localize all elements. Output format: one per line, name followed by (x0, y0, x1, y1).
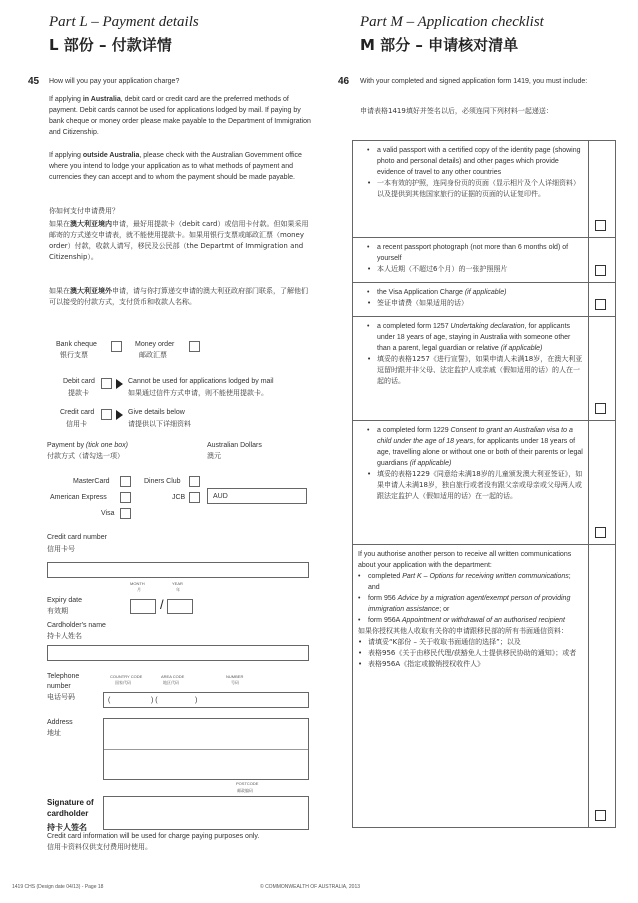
number-head-label: NUMBER (226, 674, 244, 679)
authorise-item-form956: • form 956 Advice by a migration agent/exempt person of providing immigration assistance; or (358, 593, 584, 615)
in-australia-paragraph: If applying in Australia, debit card or credit card are the preferred methods of payment. Debit cards cannot be used for applications lodged by mail. If paying by bank cheque or money order please make payable to the Department of Immigration and Citizenship. (49, 96, 311, 136)
photo-checkbox[interactable] (595, 265, 606, 276)
authorise-intro-cn: 如果你授权其他人收取有关你的申请跟移民部的所有书面通信资料： (358, 627, 568, 635)
arrow-right-icon (116, 410, 123, 420)
jcb-label: JCB (172, 494, 186, 501)
outside-australia-paragraph: If applying outside Australia, please check with the Australian Government office where you intend to lodge your application as to what methods of payment and currencies they can accept and to whom the payment should be made payable. (49, 152, 302, 181)
money-order-label: Money order (135, 341, 175, 348)
signature-field[interactable] (103, 796, 309, 830)
bank-cheque-label: Bank cheque (56, 341, 97, 348)
jcb-checkbox[interactable] (189, 492, 200, 503)
money-order-checkbox[interactable] (189, 341, 200, 352)
checklist-row-photo (353, 238, 615, 283)
debit-card-label-cn: 提款卡 (68, 389, 89, 397)
credit-card-number-field[interactable] (47, 562, 309, 578)
credit-card-number-label: Credit card number (47, 534, 107, 541)
expiry-month-field[interactable] (130, 599, 156, 614)
checklist-row-charge (353, 283, 615, 317)
signature-label-cn: 持卡人签名 (47, 823, 87, 832)
paren-middle: ) ( (151, 697, 158, 704)
credit-card-label-cn: 信用卡 (66, 420, 87, 428)
telephone-label-2: number (47, 683, 71, 690)
area-code-label-cn: 地区代码 (163, 680, 179, 685)
payment-by-label: Payment by (tick one box) (47, 442, 128, 449)
telephone-field[interactable] (103, 692, 309, 708)
bank-cheque-checkbox[interactable] (111, 341, 122, 352)
checklist-row-authorise (353, 545, 615, 827)
aud-label: Australian Dollars (207, 442, 262, 449)
footer-copyright: © COMMONWEALTH OF AUSTRALIA, 2013 (260, 884, 360, 890)
money-order-label-cn: 邮政汇票 (139, 351, 167, 359)
mastercard-label: MasterCard (73, 478, 110, 485)
address-label: Address (47, 719, 73, 726)
cardholder-name-label-cn: 持卡人姓名 (47, 632, 82, 640)
year-label: YEAR (172, 581, 183, 586)
authorise-item-form956a: • form 956A Appointment or withdrawal of an authorised recipient (358, 615, 584, 626)
visa-label: Visa (101, 510, 115, 517)
debit-card-label: Debit card (63, 378, 95, 385)
authorise-item-form956a-cn: • 表格956A《指定或撤销授权收件人》 (358, 659, 584, 670)
authorise-item-part-k-cn: • 请填妥“K部份 – 关于收取书面通信的选择”；以及 (358, 637, 584, 648)
postcode-spacer (232, 794, 309, 795)
passport-item-cn: • 一本有效的护照，连同身份页的页面（显示相片及个人详细资料）以及提供到其他国家旅行的证据的页面的认证复印件。 (367, 178, 584, 200)
month-label: MONTH (130, 581, 145, 586)
question-45: How will you pay your application charge? (49, 78, 180, 85)
telephone-label-cn: 电话号码 (47, 693, 75, 701)
credit-card-checkbox[interactable] (101, 409, 112, 420)
cc-info-note: Credit card information will be used for charge paying purposes only. (47, 833, 260, 840)
bank-cheque-label-cn: 银行支票 (60, 351, 88, 359)
address-divider (104, 749, 308, 750)
form1229-item: • a completed form 1229 Consent to grant an Australian visa to a child under the age of 18 years, for applicants under 18 years of age, travelling alone or without one or both of their parents or legal guardians (if applicable) (367, 425, 584, 469)
cardholder-name-field[interactable] (47, 645, 309, 661)
expiry-date-label: Expiry date (47, 597, 83, 604)
credit-card-label: Credit card (60, 409, 95, 416)
diners-club-checkbox[interactable] (189, 476, 200, 487)
visa-checkbox[interactable] (120, 508, 131, 519)
cardholder-name-label: Cardholder's name (47, 622, 106, 629)
part-m-title: Part M – Application checklist (360, 14, 544, 30)
aud-amount-field[interactable] (207, 488, 307, 504)
debit-card-note-cn: 如果通过信件方式申请，则不能使用提款卡。 (128, 389, 268, 397)
payment-by-label-cn: 付款方式（请勾选一项） (47, 452, 124, 460)
paren-close: ) (195, 697, 198, 704)
application-checklist (352, 140, 616, 828)
question-46: With your completed and signed application form 1419, you must include: (360, 78, 588, 85)
number-head-label-cn: 号码 (231, 680, 239, 685)
mastercard-checkbox[interactable] (120, 476, 131, 487)
photo-item: • a recent passport photograph (not more than 6 months old) of yourself (367, 242, 584, 264)
form1229-checkbox[interactable] (595, 527, 606, 538)
checklist-row-form1229 (353, 421, 615, 545)
in-australia-paragraph-cn: 如果在澳大利亚境内申请，最好用提款卡（debit card）或信用卡付款。但如果采用邮寄的方式递交申请表，就不能使用提款卡。如果用银行支票或邮政汇票（money order）付款，收款人请写，移民及公民部（the Departmt of Immigration and Citizenship）。 (49, 220, 309, 261)
telephone-label: Telephone (47, 673, 80, 680)
address-field[interactable] (103, 718, 309, 780)
form1257-checkbox[interactable] (595, 403, 606, 414)
aud-label-cn: 澳元 (207, 452, 221, 460)
expiry-separator: / (160, 597, 164, 612)
passport-checkbox[interactable] (595, 220, 606, 231)
part-m-title-cn: M 部分 – 申请核对清单 (360, 36, 519, 54)
charge-item-cn: • 签证申请费（如果适用的话） (367, 298, 584, 309)
form1229-item-cn: • 填妥的表格1229《同意给未满18岁的儿童颁发澳大利亚签证》，如果申请人未满18岁，独自旅行或者没有跟父亲或母亲或父母两人或跟法定监护人（假如适用的话）在一起的话。 (367, 469, 584, 502)
signature-label: Signature of (47, 798, 94, 807)
photo-item-cn: • 本人近期（不超过6个月）的一张护照照片 (367, 264, 584, 275)
amex-label: American Express (50, 494, 107, 501)
authorise-intro: If you authorise another person to receive all written communications about your application with the department: (358, 551, 572, 569)
signature-label-2: cardholder (47, 809, 89, 818)
paren-open: ( (108, 697, 111, 704)
question-45-cn: 你如何支付申请费用？ (49, 207, 119, 215)
passport-item: • a valid passport with a certified copy of the identity page (showing photo and personal details) and other pages which provide evidence of travel to any other countries (367, 145, 584, 178)
postcode-label: POSTCODE (236, 781, 259, 786)
part-l-title: Part L – Payment details (49, 14, 199, 30)
credit-card-note: Give details below (128, 409, 185, 416)
country-code-label-cn: 国家代码 (115, 680, 131, 685)
expiry-date-label-cn: 有效期 (47, 607, 68, 615)
outside-australia-paragraph-cn: 如果在澳大利亚境外申请，请与你打算递交申请的澳大利亚政府部门联系，了解他们可以接受的付款方式，支付货币和收款人名称。 (49, 287, 308, 306)
authorise-item-part-k: • completed Part K – Options for receiving written communications; and (358, 571, 584, 593)
checklist-row-form1257 (353, 317, 615, 421)
arrow-right-icon (116, 379, 123, 389)
form1257-item-cn: • 填妥的表格1257《进行宣誓》，如果申请人未满18岁，在澳大利亚逗留时跟并非父母、法定监护人或亲戚（假如适用的话）的人在一起的话。 (367, 354, 584, 387)
year-label-cn: 年 (176, 587, 180, 592)
authorise-item-form956-cn: • 表格956《关于由移民代理/获豁免人士提供移民协助的通知》；或者 (358, 648, 584, 659)
question-46-cn: 申请表格1419填好并签名以后，必须连同下列材料一起递送： (360, 107, 553, 115)
question-number-45: 45 (28, 76, 40, 87)
credit-card-number-label-cn: 信用卡号 (47, 545, 75, 553)
postcode-label-cn: 邮政编码 (237, 788, 253, 793)
checklist-row-passport (353, 141, 615, 238)
charge-checkbox[interactable] (595, 299, 606, 310)
country-code-label: COUNTRY CODE (110, 674, 143, 679)
cc-info-note-cn: 信用卡资料仅供支付费用时使用。 (47, 843, 152, 851)
month-label-cn: 月 (137, 587, 141, 592)
authorise-checkbox[interactable] (595, 810, 606, 821)
diners-club-label: Diners Club (144, 478, 181, 485)
question-number-46: 46 (338, 76, 350, 87)
footer-page-info: 1419 CHS (Design date 04/13) - Page 18 (12, 884, 104, 890)
debit-card-checkbox[interactable] (101, 378, 112, 389)
part-l-title-cn: L 部份 – 付款详情 (49, 36, 172, 54)
address-label-cn: 地址 (47, 729, 61, 737)
debit-card-note: Cannot be used for applications lodged by mail (128, 378, 274, 385)
amex-checkbox[interactable] (120, 492, 131, 503)
expiry-year-field[interactable] (167, 599, 193, 614)
aud-prefix: AUD (213, 493, 228, 500)
area-code-label: AREA CODE (161, 674, 185, 679)
charge-item: • the Visa Application Charge (if applicable) (367, 287, 584, 298)
form1257-item: • a completed form 1257 Undertaking declaration, for applicants under 18 years of age, staying in Australia with someone other than a parent, legal guardian or relative (if applicable) (367, 321, 584, 354)
credit-card-note-cn: 请提供以下详细资料 (128, 420, 191, 428)
